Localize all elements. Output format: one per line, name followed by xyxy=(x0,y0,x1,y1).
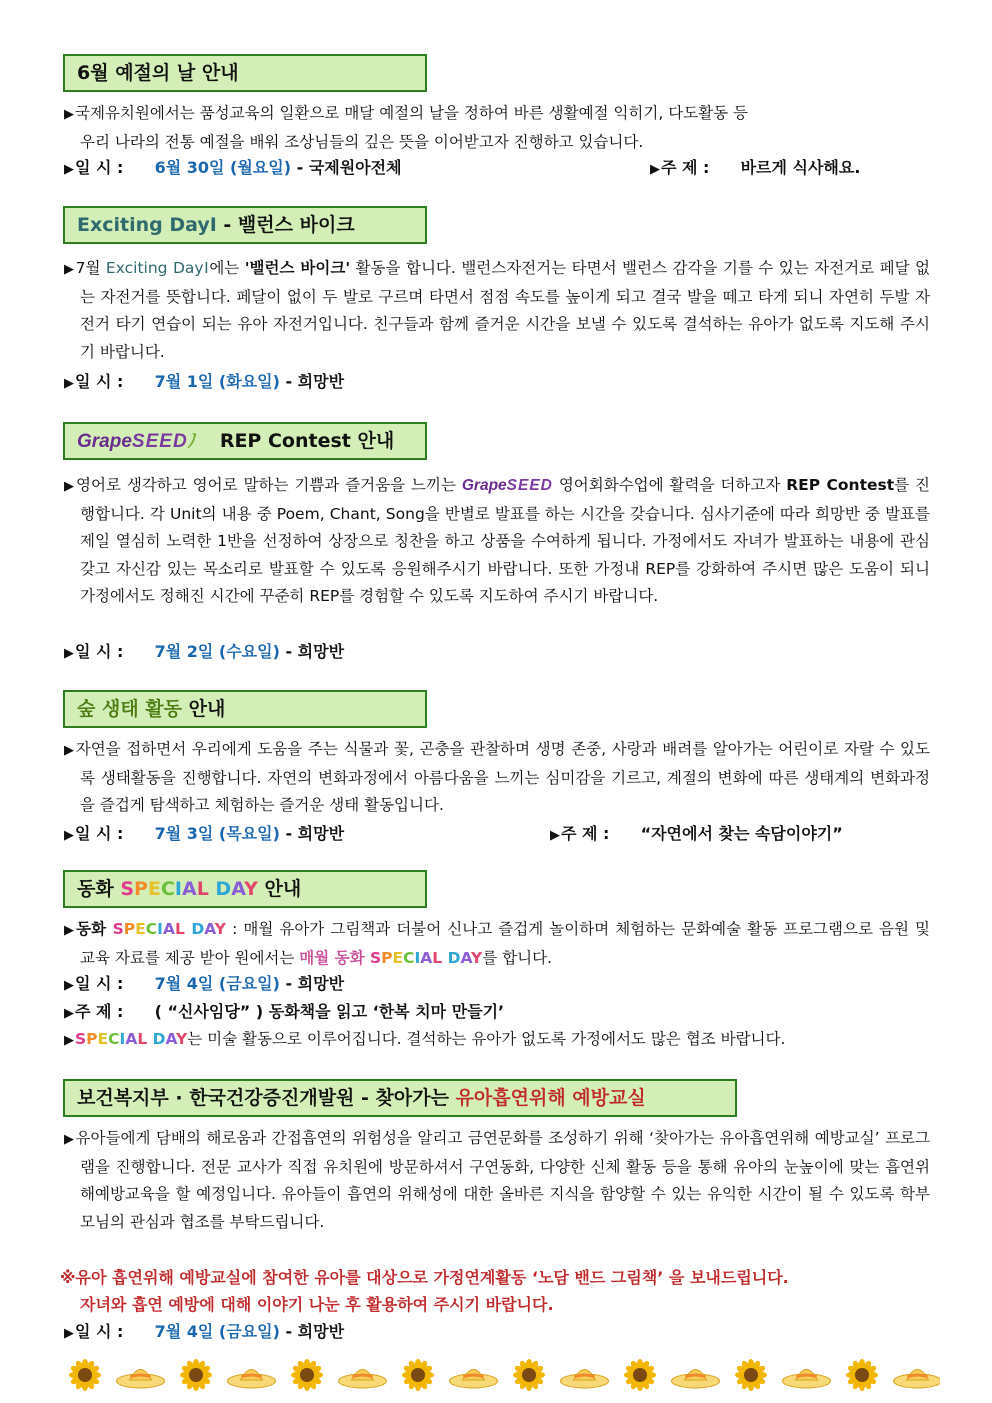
event-date: 7월 3일 (목요일) xyxy=(154,824,280,843)
straw-hat-icon xyxy=(228,1370,276,1389)
straw-hat-icon xyxy=(117,1370,165,1389)
section-header-smoking-prevention: 보건복지부 · 한국건강증진개발원 - 찾아가는 유아흡연위해 예방교실 xyxy=(63,1079,737,1117)
sunflower-icon xyxy=(513,1359,545,1391)
smoking-prevention-schedule: ▶일 시 : 7월 4일 (금요일) - 희망반 xyxy=(64,1322,345,1341)
section-header-rep-contest: GrapeSEEDﾉ REP Contest 안내 xyxy=(63,422,427,460)
sunflower-icon xyxy=(402,1359,434,1391)
grapeseed-logo-inline: GrapeSEED xyxy=(461,477,553,494)
date-label: 일 시 : xyxy=(75,158,124,177)
balance-bike-description: ▶7월 Exciting DayⅠ에는 '밸런스 바이크' 활동을 합니다. 밸런스자전거는 타면서 밸런스 감각을 기를 수 있는 자전거로 페달 없는 자전거를 뜻합니다. 페달이 없이 두 발로 구르며 타면서 점점 속도를 높이게 되고 결국 발을 떼고 타게 되니 자연히 두발 자전거 타기 연습이 되는 유아 자전거입니다. 친구들과 함께 즐거운 시간을 보낼 수 있도록 결석하는 유아가 없도록 지도해 주시기 바랍니다. xyxy=(64,259,931,361)
etiquette-description: ▶국제유치원에서는 품성교육의 일환으로 매달 예절의 날을 정하여 바른 생활예절 익히기, 다도활동 등 우리 나라의 전통 예절을 배워 조상님들의 깊은 뜻을 이어받고자 진행하고 있습니다. xyxy=(64,104,749,151)
story-day-note: ▶SPECIAL DAY는 미술 활동으로 이루어집니다. 결석하는 유아가 없도록 가정에서도 많은 협조 바랍니다. xyxy=(64,1030,786,1048)
special-day-wordmark: SPECIAL DAY xyxy=(120,878,258,900)
sunflower-icon xyxy=(69,1359,101,1391)
theme-text: “자연에서 찾는 속담이야기” xyxy=(640,824,843,843)
straw-hat-icon xyxy=(450,1370,498,1389)
rep-contest-schedule: ▶일 시 : 7월 2일 (수요일) - 희망반 xyxy=(64,642,345,661)
grapeseed-logo: GrapeSEEDﾉ xyxy=(77,431,198,452)
forest-schedule: ▶일 시 : 7월 3일 (목요일) - 희망반 ▶주 제 : “자연에서 찾는 속담이야기” xyxy=(64,824,843,843)
balance-bike-schedule: ▶일 시 : 7월 1일 (화요일) - 희망반 xyxy=(64,372,345,391)
smoking-prevention-notice: ※유아 흡연위해 예방교실에 참여한 유아를 대상으로 가정연계활동 ‘노담 밴드 그림책’ 을 보내드립니다. 자녀와 흡연 예방에 대해 이야기 나눈 후 활용하여 주시기 바랍니다. xyxy=(60,1268,789,1314)
section-header-exciting-day: Exciting DayⅠ - 밸런스 바이크 xyxy=(63,206,427,244)
event-date: 7월 2일 (수요일) xyxy=(154,642,280,661)
event-date: 7월 4일 (금요일) xyxy=(154,1322,280,1341)
bullet-arrow: ▶ xyxy=(64,107,74,122)
section-header-story-day: 동화 SPECIAL DAY 안내 xyxy=(63,870,427,908)
event-target: - 국제원아전체 xyxy=(291,158,402,177)
sunflower-icon xyxy=(291,1359,323,1391)
rep-contest-description: ▶영어로 생각하고 영어로 말하는 기쁨과 즐거움을 느끼는 GrapeSEED 영어회화수업에 활력을 더하고자 REP Contest를 진행합니다. 각 Unit의 내용 중 Poem, Chant, Song을 반별로 발표를 하는 시간을 갖습니다. 심사기준에 따라 희망반 중 발표를 제일 열심히 노력한 1반을 선정하여 상장으로 칭찬을 하고 상품을 수여하게 됩니다. 가정에서도 자녀가 발표하는 내용에 관심 갖고 자신감 있는 목소리로 발표할 수 있도록 응원해주시기 바랍니다. 또한 가정내 REP를 강화하여 주시면 많은 도움이 되니 가정에서도 정해진 시간에 꾸준히 REP를 경험할 수 있도록 지도하여 주시기 바랍니다. xyxy=(64,476,931,605)
etiquette-schedule: ▶일 시 : 6월 30일 (월요일) - 국제원아전체 ▶주 제 : 바르게 식사해요. xyxy=(64,154,930,183)
special-day-wordmark: SPECIAL DAY xyxy=(75,1030,188,1048)
theme-text: 바르게 식사해요. xyxy=(740,158,861,177)
event-date: 6월 30일 (월요일) xyxy=(154,158,292,177)
theme-text: ( “신사임당” ) 동화책을 읽고 ‘한복 치마 만들기’ xyxy=(154,1002,505,1021)
straw-hat-icon xyxy=(672,1370,720,1389)
sunflower-icon xyxy=(735,1359,767,1391)
theme-line: ▶주 제 : 바르게 식사해요. xyxy=(650,158,861,177)
special-day-wordmark: SPECIAL DAY xyxy=(112,920,226,938)
section-title: 6월 예절의 날 안내 xyxy=(77,62,239,84)
forest-description: ▶자연을 접하면서 우리에게 도움을 주는 식물과 꽃, 곤충을 관찰하며 생명 존중, 사랑과 배려를 알아가는 어린이로 자랄 수 있도록 생태활동을 진행합니다. 자연의 변화과정에서 아름다움을 느끼는 심미감을 기르고, 계절의 변화에 따른 생태계의 변화과정을 즐겁게 탐색하고 체험하는 즐거운 생태 활동입니다. xyxy=(64,740,930,814)
special-day-wordmark: SPECIAL DAY xyxy=(369,948,483,967)
story-day-theme: ▶주 제 : ( “신사임당” ) 동화책을 읽고 ‘한복 치마 만들기’ xyxy=(64,1002,505,1021)
smoking-prevention-description: ▶유아들에게 담배의 해로움과 간접흡연의 위험성을 알리고 금연문화를 조성하기 위해 ‘찾아가는 유아흡연위해 예방교실’ 프로그램을 진행합니다. 전문 교사가 직접 유치원에 방문하셔서 구연동화, 다양한 신체 활동 등을 통해 유아의 눈높이에 맞는 흡연위해예방교육을 할 예정입니다. 유아들이 흡연의 위해성에 대한 올바른 지식을 함양할 수 있는 유익한 시간이 될 수 있도록 학부모님의 관심과 협조를 부탁드립니다. xyxy=(64,1129,931,1231)
straw-hat-icon xyxy=(339,1370,387,1389)
sunflower-icon xyxy=(846,1359,878,1391)
section-header-forest: 숲 생태 활동 안내 xyxy=(63,690,427,728)
event-date: 7월 1일 (화요일) xyxy=(154,372,280,391)
straw-hat-icon xyxy=(561,1370,609,1389)
section-header-etiquette xyxy=(63,54,427,92)
story-day-schedule: ▶일 시 : 7월 4일 (금요일) - 희망반 xyxy=(64,974,345,993)
sunflower-icon xyxy=(624,1359,656,1391)
straw-hat-icon xyxy=(783,1370,831,1389)
straw-hat-icon xyxy=(894,1370,941,1389)
event-date: 7월 4일 (금요일) xyxy=(154,974,280,993)
story-day-description: ▶동화 SPECIAL DAY : 매월 유아가 그림책과 더불어 신나고 즐겁게 놀이하며 체험하는 문화예술 활동 프로그램으로 음원 및 교육 자료를 제공 받아 원에서는 매월 동화 SPECIAL DAY를 합니다. xyxy=(64,920,931,967)
sunflower-hat-border xyxy=(60,1358,940,1392)
sunflower-icon xyxy=(180,1359,212,1391)
